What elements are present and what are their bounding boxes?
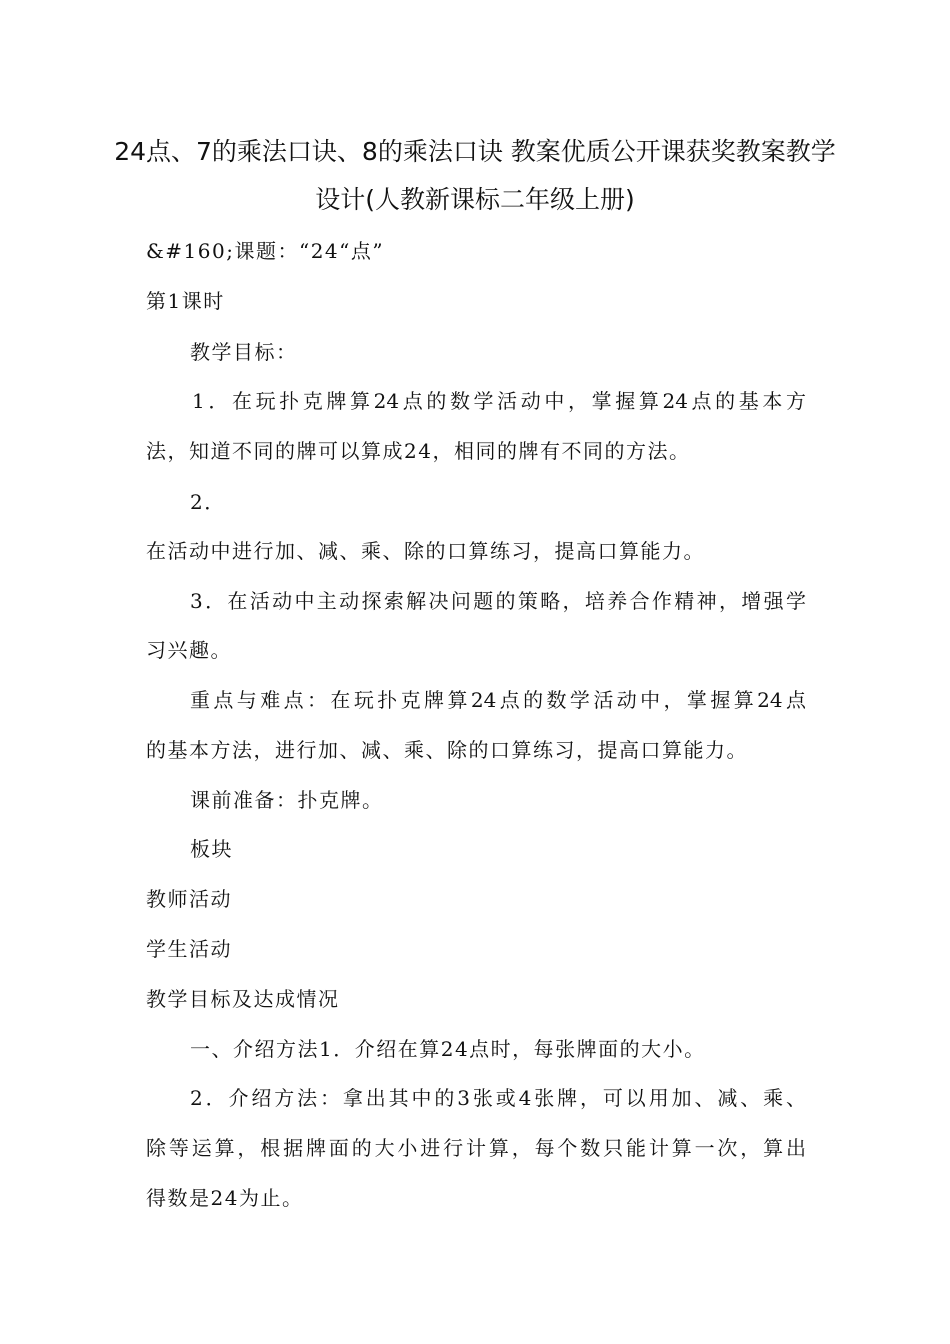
lesson-topic: &#160;课题：“24“点” (146, 239, 385, 263)
paragraph-line: 得数是24为止。 (146, 1186, 304, 1210)
paragraph-line: 1．在玩扑克牌算24点的数学活动中，掌握算24点的基本方 (192, 389, 806, 413)
section-heading-objectives: 教学目标： (190, 340, 298, 364)
section-preparation: 课前准备：扑克牌。 (190, 788, 384, 812)
paragraph-line: 的基本方法，进行加、减、乘、除的口算练习，提高口算能力。 (146, 738, 748, 762)
paragraph-line: 在活动中进行加、减、乘、除的口算练习，提高口算能力。 (146, 539, 705, 563)
paragraph-line: 一、介绍方法1．介绍在算24点时，每张牌面的大小。 (190, 1037, 706, 1061)
paragraph-line: 3．在活动中主动探索解决问题的策略，培养合作精神，增强学 (190, 589, 806, 613)
table-header-objectives-achievement: 教学目标及达成情况 (146, 987, 340, 1011)
section-key-points: 重点与难点：在玩扑克牌算24点的数学活动中，掌握算24点 (190, 688, 806, 712)
paragraph-line: 2． (190, 490, 226, 514)
document-title-line-2: 设计(人教新课标二年级上册) (315, 185, 635, 214)
paragraph-line: 法，知道不同的牌可以算成24，相同的牌有不同的方法。 (146, 439, 691, 463)
table-header-module: 板块 (190, 837, 233, 861)
table-header-student-activity: 学生活动 (146, 937, 232, 961)
paragraph-line: 2．介绍方法：拿出其中的3张或4张牌，可以用加、减、乘、 (190, 1086, 806, 1110)
table-header-teacher-activity: 教师活动 (146, 887, 232, 911)
paragraph-line: 习兴趣。 (146, 638, 232, 662)
lesson-period: 第1课时 (146, 289, 225, 313)
document-title-line-1: 24点、7的乘法口诀、8的乘法口诀 教案优质公开课获奖教案教学 (114, 137, 836, 166)
paragraph-line: 除等运算，根据牌面的大小进行计算，每个数只能计算一次，算出 (146, 1136, 806, 1160)
